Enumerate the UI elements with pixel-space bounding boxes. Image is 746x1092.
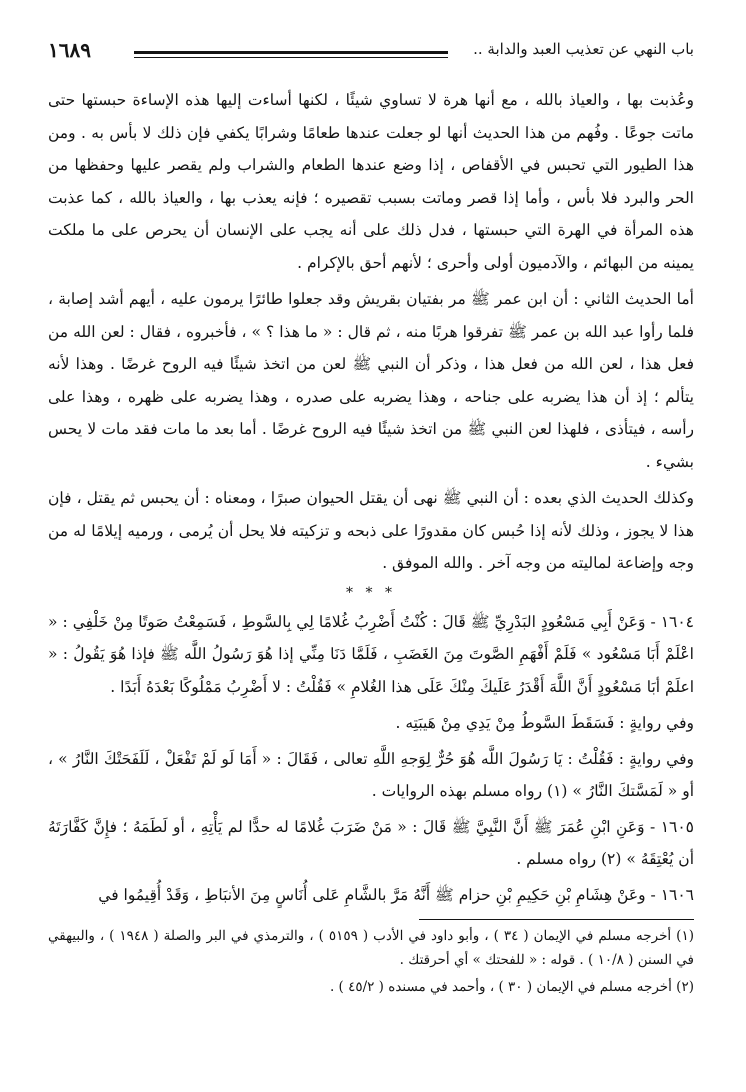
hadith-1606: ١٦٠٦ - وعَنْ هِشَامِ بْنِ حَكِيمِ بْنِ حزام ﷺ أَنَّهُ مَرَّ بالشَّامِ عَلى أُنَاسٍ مِنَ الأنبَاطِ ، وَقَدْ أُقِيمُوا في — [98, 885, 694, 904]
section-separator: * * * — [346, 584, 396, 601]
riwaya-2: وفي روايةٍ : فَقُلْتُ : يَا رَسُولَ اللَّه هُوَ حُرٌّ لِوَجهِ اللَّهِ تعالى ، فَقَالَ : « أَمَا لَو لَمْ تَفْعَلْ ، لَلَفَحَتْكَ النَّارُ » ، أو « لَمَسَّتكَ النَّارُ » (١) رواه مسلم بهذه الروايات . — [48, 749, 694, 800]
commentary-paragraph-2: أما الحديث الثاني : أن ابن عمر ﷺ مر بفتيان بقريش وقد جعلوا طائرًا يرمون عليه ، أيهم أشد إصابة ، فلما رأوا عبد الله بن عمر ﷺ تفرقوا هربًا منه ، ثم قال : « ما هذا ؟ » ، فأخبروه ، فقال : لعن الله من فعل هذا ، لعن الله من فعل هذا ، وذكر أن النبي ﷺ لعن من اتخذ شيئًا فيه الروح غرضًا . وهذا لأنه يتألم ؛ إذ أن هذا يضربه على جناحه ، وهذا يضربه على صدره ، وهذا يضربه على ظهره ، وهذا على رأسه ، فيتأذى ، فلهذا لعن النبي ﷺ من اتخذ شيئًا فيه الروح غرضًا . أما بعد ما مات فقد مات لا يحس بشيء . — [48, 290, 694, 471]
commentary-paragraph-3: وكذلك الحديث الذي بعده : أن النبي ﷺ نهى أن يقتل الحيوان صبرًا ، ومعناه : أن يحبس ثم يقتل ، فإن هذا لا يجوز ، وذلك لأنه إذا حُبس كان مقدورًا على ذبحه و تزكيته فلا يحل أن يُرمى ، ورميه إيلامًا له من وجه وإضاعة لماليته من وجه آخر . والله الموفق . — [48, 489, 694, 572]
hadith-1604: ١٦٠٤ - وَعَنْ أَبِي مَسْعُودٍ البَدْرِيِّ ﷺ قَالَ : كُنْتُ أَضْرِبُ غُلامًا لِي بِالسَّوطِ ، فَسَمِعْتُ صَوتًا مِنْ خَلْفِي : « اعْلَمْ أَبَا مَسْعُود » فَلَمْ أَفْهَمِ الصَّوتَ مِنَ الغَضَبِ ، فَلَمَّا دَنَا مِنِّي إذا هُوَ رَسُولُ اللَّه ﷺ فإذا هُوَ يَقُولُ : « اعلَمْ أبَا مَسْعُودٍ أَنَّ اللَّهَ أَقْدَرُ عَلَيكَ مِنْكَ عَلَى هذا الغُلامِ » فَقُلْتُ : لا أَضْرِبُ مَمْلُوكًا بَعْدَهُ أَبَدًا . — [48, 612, 694, 696]
page-number: ١٦٨٩ — [48, 38, 91, 62]
header-rule — [134, 51, 448, 58]
footnote-rule — [419, 919, 694, 920]
hadith-1605: ١٦٠٥ - وَعَنِ ابْنِ عُمَرَ ﷺ أَنَّ النَّبِيَّ ﷺ قَالَ : « مَنْ ضَرَبَ غُلامًا له حدًّا لم يَأْتِهِ ، أو لَطَمَهُ ؛ فإِنَّ كَفَّارَتَهُ أن يُعْتِقَهُ » (٢) رواه مسلم . — [48, 817, 694, 868]
footnote-1: (١) أخرجه مسلم في الإيمان ( ٣٤ ) ، وأبو داود في الأدب ( ٥١٥٩ ) ، والترمذي في البر والصلة ( ١٩٤٨ ) ، والبيهقي في السنن ( ١٠/٨ ) . قوله : « للفحتك » أي أحرقتك . — [48, 928, 694, 968]
running-header — [48, 38, 694, 78]
page-body — [48, 84, 694, 1002]
riwaya-1: وفي روايةٍ : فَسَقَطَ السَّوطُ مِنْ يَدِي مِنْ هَيبَتِه . — [395, 714, 694, 732]
footnote-2: (٢) أخرجه مسلم في الإيمان ( ٣٠ ) ، وأحمد في مسنده ( ٤٥/٢ ) . — [329, 979, 694, 995]
chapter-title: باب النهي عن تعذيب العبد والدابة .. — [473, 40, 694, 58]
commentary-paragraph-1: وعُذبت بها ، والعياذ بالله ، مع أنها هرة لا تساوي شيئًا ، لكنها أساءت إليها هذه الإساءة حبستها حتى ماتت جوعًا . وفُهم من هذا الحديث أنها لو جعلت عندها طعامًا وشرابًا يكفي فإن ذلك لا بأس به . ومن هذا الطيور التي تحبس في الأقفاص ، إذا وضع عندها الطعام والشراب ولم يقصر عليها وحفظها من الحر والبرد فلا بأس ، وأما إذا قصر وماتت بسبب تقصيره ؛ فإنه يعذب بها ، والعياذ بالله ، كما عذبت هذه المرأة في الهرة التي حبستها ، فدل ذلك على أنه يجب على الإنسان أن يحرص على ما ملكت يمينه من البهائم ، والآدميون أولى وأحرى ؛ لأنهم أحق بالإكرام . — [48, 91, 694, 272]
